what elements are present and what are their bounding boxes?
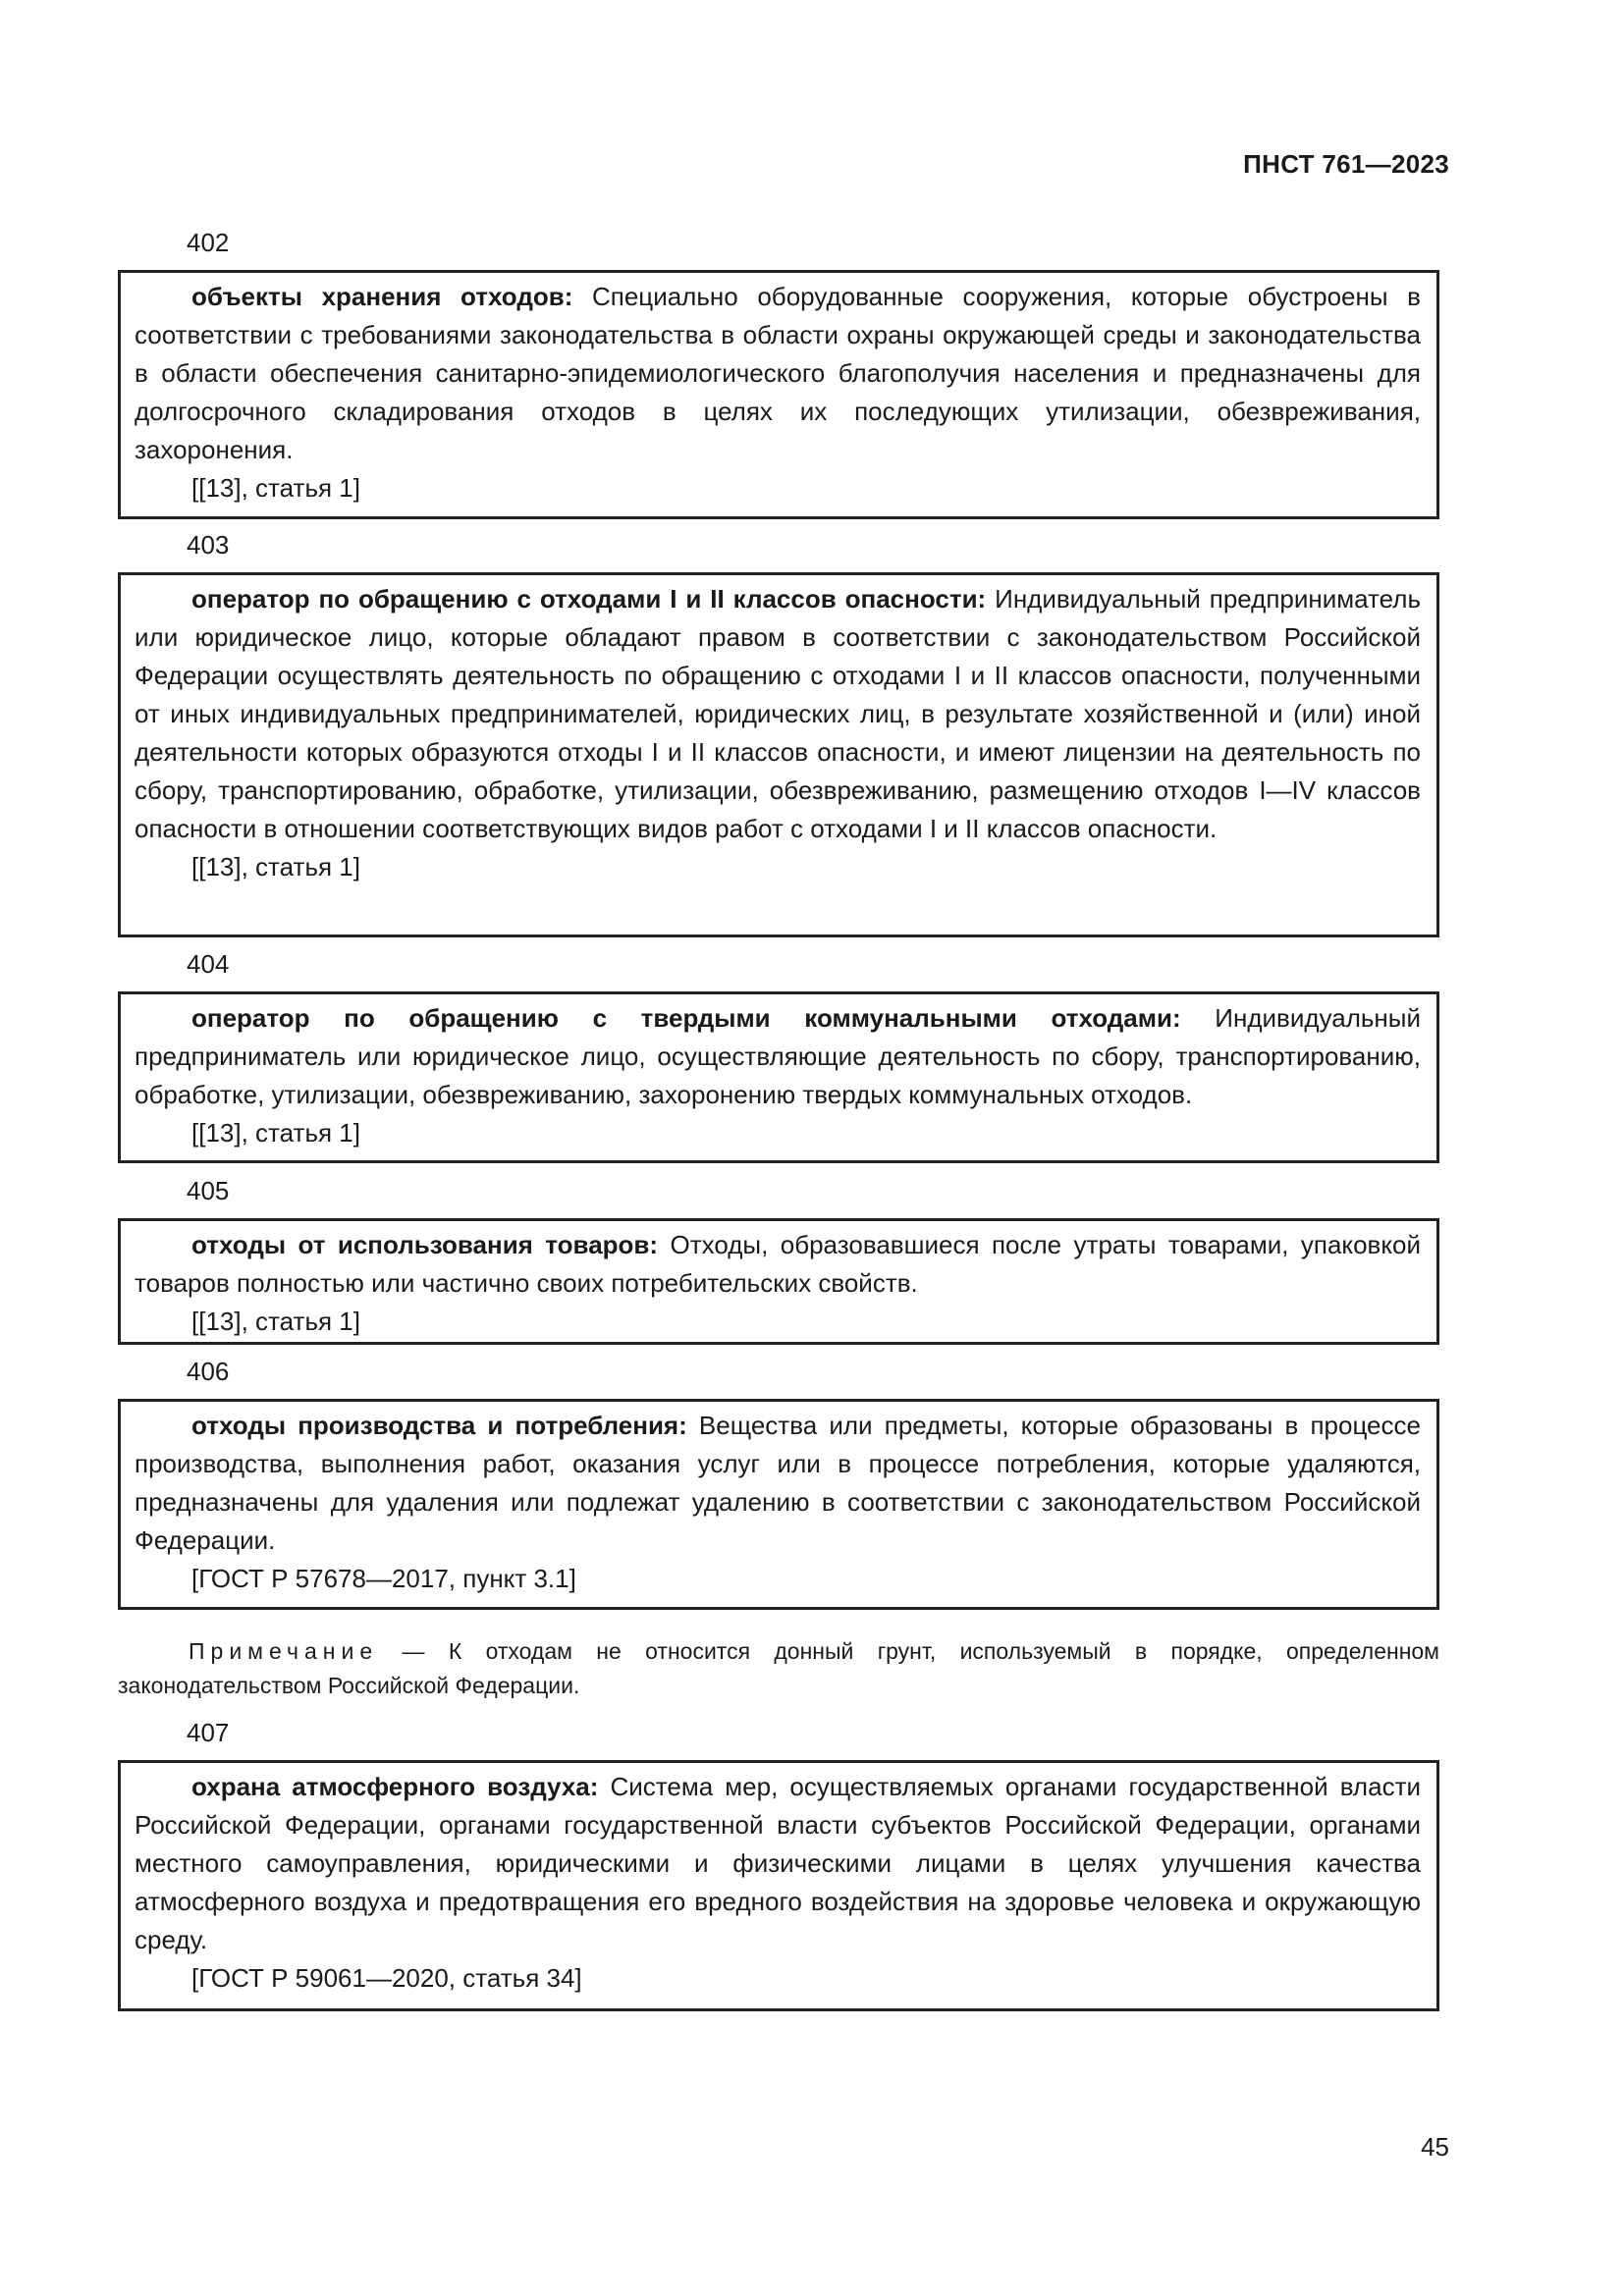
definition-paragraph: [135, 999, 1421, 1114]
entry-number: 406: [187, 1357, 230, 1386]
entry-number: 407: [187, 1718, 230, 1747]
document-code: ПНСТ 761—2023: [1243, 149, 1449, 179]
term-box: [118, 1399, 1439, 1610]
term-definition: Специально оборудованные сооружения, которые обустроены в соответствии с требованиями законодательства в области охраны окружающей среды и законодательства в области обеспечения санитарно-эпидемиологического благополучия населения и предназначены для долгосрочного складирования отходов в целях их последующих утилизации, обезвреживания, захоронения.: [135, 282, 1421, 464]
term-source: [ГОСТ Р 59061—2020, статья 34]: [191, 1963, 582, 1993]
term-source: [[13], статья 1]: [191, 473, 360, 503]
note-text: — К отходам не относится донный грунт, используемый в порядке, определенном законодательством Российской Федерации.: [118, 1638, 1439, 1698]
term-definition: Индивидуальный предприниматель или юридическое лицо, которые обладают правом в соответствии с законодательством Российской Федерации осуществлять деятельность по обращению с отходами I и II классов опасности, полученными от иных индивидуальных предпринимателей, юридических лиц, в результате хозяйственной и (или) иной деятельности которых образуются отходы I и II классов опасности, и имеют лицензии на деятельность по сбору, транспортированию, обработке, утилизации, обезвреживанию, размещению отходов I—IV классов опасности в отношении соответствующих видов работ с отходами I и II классов опасности.: [135, 584, 1421, 843]
term-box: [118, 572, 1439, 937]
term-box: [118, 1218, 1439, 1345]
term-title: отходы от использования товаров:: [191, 1230, 659, 1259]
entry-number: 405: [187, 1176, 230, 1205]
term-definition: Индивидуальный предприниматель или юридическое лицо, осуществляющие деятельность по сбору, транспортированию, обработке, утилизации, обезвреживанию, захоронению твердых коммунальных отходов.: [135, 1003, 1421, 1109]
term-title: оператор по обращению с твердыми коммунальными отходами:: [191, 1003, 1181, 1033]
definition-paragraph: [135, 580, 1421, 848]
definition-paragraph: [135, 278, 1421, 469]
term-title: отходы производства и потребления:: [191, 1411, 687, 1440]
term-definition: Система мер, осуществляемых органами государственной власти Российской Федерации, органами государственной власти субъектов Российской Федерации, органами местного самоуправления, юридическими и физическими лицами в целях улучшения качества атмосферного воздуха и предотвращения его вредного воздействия на здоровье человека и окружающую среду.: [135, 1772, 1421, 1954]
term-title: оператор по обращению с отходами I и II классов опасности:: [191, 584, 987, 614]
term-title: охрана атмосферного воздуха:: [191, 1772, 599, 1801]
page-number: 45: [1421, 2132, 1449, 2162]
definition-paragraph: [135, 1768, 1421, 1959]
term-definition: Вещества или предметы, которые образованы в процессе производства, выполнения работ, оказания услуг или в процессе потребления, которые удаляются, предназначены для удаления или подлежат удалению в соответствии с законодательством Российской Федерации.: [135, 1411, 1421, 1555]
term-source: [[13], статья 1]: [191, 1307, 360, 1336]
term-source: [[13], статья 1]: [191, 852, 360, 881]
entry-number: 402: [187, 228, 230, 257]
term-title: объекты хранения отходов:: [191, 282, 573, 311]
note-label: Примечание: [189, 1638, 379, 1664]
entry-number: 403: [187, 530, 230, 560]
term-box: [118, 1760, 1439, 2011]
term-definition: Отходы, образовавшиеся после утраты товарами, упаковкой товаров полностью или частично своих потребительских свойств.: [135, 1230, 1422, 1298]
definition-paragraph: [135, 1407, 1421, 1560]
term-box: [118, 270, 1439, 519]
term-box: [118, 991, 1439, 1163]
note: [118, 1634, 1439, 1703]
term-source: [ГОСТ Р 57678—2017, пункт 3.1]: [191, 1564, 576, 1593]
term-source: [[13], статья 1]: [191, 1118, 360, 1148]
entry-number: 404: [187, 949, 230, 979]
definition-paragraph: [135, 1226, 1421, 1303]
